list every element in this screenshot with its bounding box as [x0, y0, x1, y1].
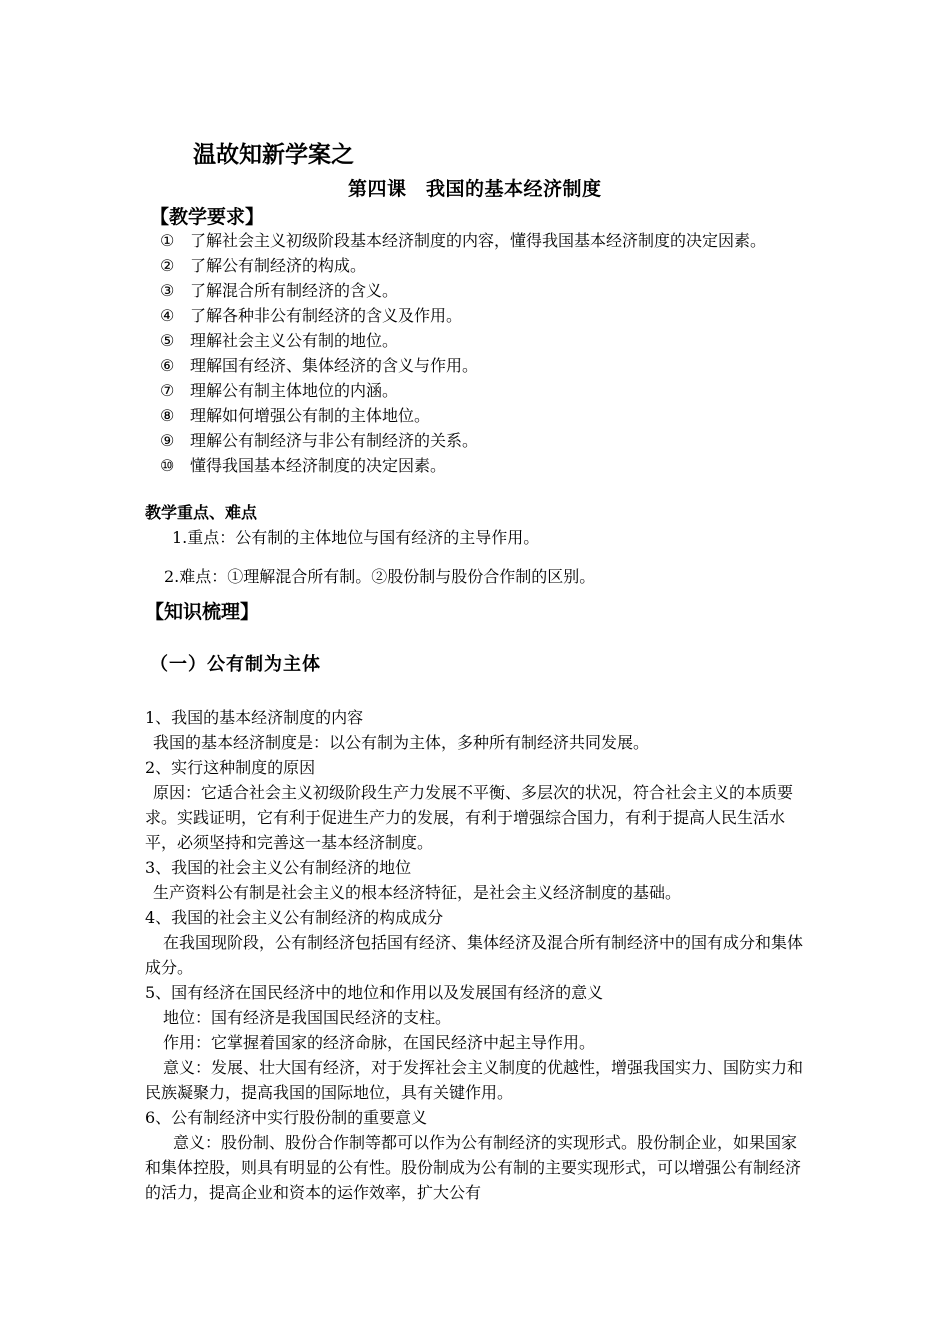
paragraph: 作用：它掌握着国家的经济命脉，在国民经济中起主导作用。 [163, 1033, 596, 1052]
key-point-focus: 1.重点：公有制的主体地位与国有经济的主导作用。 [172, 528, 540, 547]
list-item [160, 403, 820, 428]
list-text: 了解公有制经济的构成。 [190, 256, 367, 275]
item-heading: 5、国有经济在国民经济中的地位和作用以及发展国有经济的意义 [145, 983, 604, 1002]
list-text: 懂得我国基本经济制度的决定因素。 [190, 456, 447, 475]
knowledge-body [145, 705, 807, 1205]
requirements-list [160, 228, 820, 478]
list-text: 理解公有制经济与非公有制经济的关系。 [190, 431, 479, 450]
item-heading: 1、我国的基本经济制度的内容 [145, 708, 364, 727]
knowledge-heading: 【知识梳理】 [145, 601, 260, 623]
list-number: ⑥ [160, 356, 175, 375]
item-heading: 2、实行这种制度的原因 [145, 758, 316, 777]
list-number: ⑩ [160, 456, 175, 475]
list-item [160, 278, 820, 303]
document-title: 温故知新学案之 [193, 142, 354, 168]
list-item [160, 253, 820, 278]
list-text: 理解国有经济、集体经济的含义与作用。 [190, 356, 479, 375]
list-text: 理解如何增强公有制的主体地位。 [190, 406, 431, 425]
list-text: 了解各种非公有制经济的含义及作用。 [190, 306, 463, 325]
requirements-heading: 【教学要求】 [150, 206, 265, 228]
list-item [160, 453, 820, 478]
list-item [160, 228, 820, 253]
paragraph: 生产资料公有制是社会主义的根本经济特征，是社会主义经济制度的基础。 [153, 883, 682, 902]
list-text: 理解社会主义公有制的地位。 [190, 331, 399, 350]
list-item [160, 303, 820, 328]
list-text: 理解公有制主体地位的内涵。 [190, 381, 399, 400]
paragraph: 意义：发展、壮大国有经济，对于发挥社会主义制度的优越性，增强我国实力、国防实力和民族凝聚力，提高我国的国际地位，具有关键作用。 [145, 1058, 804, 1102]
item-heading: 3、我国的社会主义公有制经济的地位 [145, 858, 412, 877]
list-text: 了解社会主义初级阶段基本经济制度的内容，懂得我国基本经济制度的决定因素。 [190, 231, 767, 250]
list-number: ⑨ [160, 431, 175, 450]
paragraph: 我国的基本经济制度是：以公有制为主体，多种所有制经济共同发展。 [153, 733, 650, 752]
list-number: ④ [160, 306, 175, 325]
list-number: ① [160, 231, 175, 250]
key-points-heading: 教学重点、难点 [145, 503, 258, 522]
list-item [160, 378, 820, 403]
list-text: 了解混合所有制经济的含义。 [190, 281, 399, 300]
item-heading: 6、公有制经济中实行股份制的重要意义 [145, 1108, 428, 1127]
list-number: ⑦ [160, 381, 175, 400]
list-item [160, 353, 820, 378]
lesson-title: 第四课 我国的基本经济制度 [348, 178, 602, 200]
paragraph: 在我国现阶段，公有制经济包括国有经济、集体经济及混合所有制经济中的国有成分和集体成分。 [145, 933, 804, 977]
section-heading: （一）公有制为主体 [150, 654, 321, 675]
list-item [160, 328, 820, 353]
list-number: ⑧ [160, 406, 175, 425]
list-number: ② [160, 256, 175, 275]
list-number: ⑤ [160, 331, 175, 350]
paragraph: 意义：股份制、股份合作制等都可以作为公有制经济的实现形式。股份制企业，如果国家和集体控股，则具有明显的公有性。股份制成为公有制的主要实现形式，可以增强公有制经济的活力，提高企业和资本的运作效率，扩大公有 [145, 1133, 802, 1202]
item-heading: 4、我国的社会主义公有制经济的构成成分 [145, 908, 444, 927]
list-number: ③ [160, 281, 175, 300]
list-item [160, 428, 820, 453]
key-point-difficulty: 2.难点：①理解混合所有制。②股份制与股份合作制的区别。 [164, 567, 596, 586]
paragraph: 地位：国有经济是我国国民经济的支柱。 [163, 1008, 452, 1027]
paragraph: 原因：它适合社会主义初级阶段生产力发展不平衡、多层次的状况，符合社会主义的本质要求。实践证明，它有利于促进生产力的发展，有利于增强综合国力，有利于提高人民生活水平，必须坚持和完善这一基本经济制度。 [145, 783, 794, 852]
